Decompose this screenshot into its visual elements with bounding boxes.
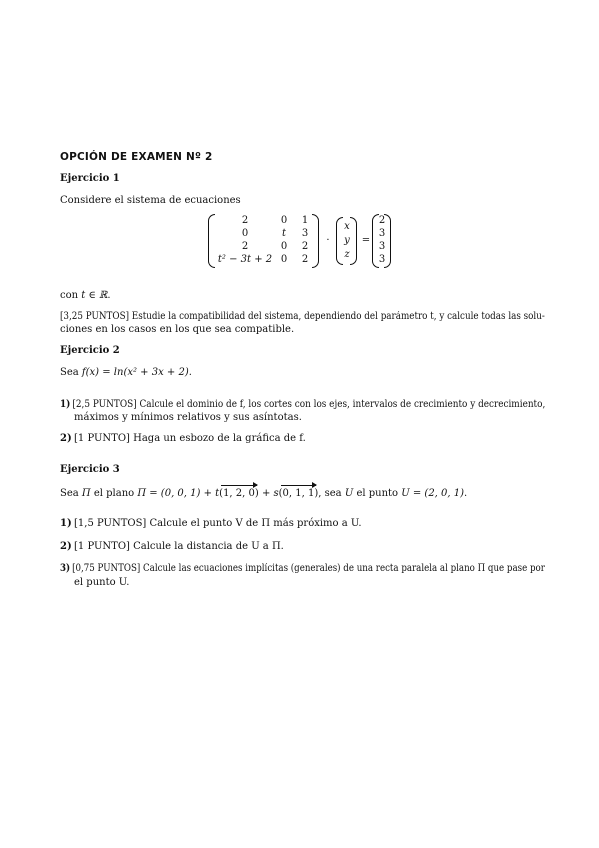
exercise-3-item-3: [60, 562, 545, 575]
point-definition: U = (2, 0, 1): [401, 488, 465, 499]
matrix-cell: 0: [280, 241, 288, 252]
item-text-line-1: [1 PUNTO] Calcule la distancia de U a Π.: [74, 541, 284, 552]
exercise-3-title: Ejercicio 3: [60, 464, 120, 475]
plane-equation: + s: [258, 488, 279, 499]
item-text-line-1: [0,75 PUNTOS] Calcule las ecuaciones implícitas (generales) de una recta paralela al plano Π que pase por: [72, 563, 545, 574]
exercise-1-intro: Considere el sistema de ecuaciones: [60, 195, 241, 206]
point-symbol: U: [344, 488, 354, 499]
condition-math: t ∈ ℝ: [81, 290, 108, 301]
matrix-cell: 2: [301, 241, 309, 252]
item-number: 1): [60, 518, 72, 529]
exercise-1-title: Ejercicio 1: [60, 173, 120, 184]
vector-cell: 3: [378, 254, 386, 265]
plane-equation: Π = (0, 0, 1) + t: [137, 488, 220, 499]
item-number: 2): [60, 433, 72, 444]
matrix-cell: t² − 3t + 2: [217, 254, 273, 265]
rhs-vector: [372, 214, 392, 268]
matrix-cell: 3: [301, 228, 309, 239]
exercise-2-item-2: [60, 432, 306, 445]
matrix-cell: 0: [280, 254, 288, 265]
item-number: 3): [60, 563, 71, 574]
right-paren: [312, 214, 319, 268]
parameter-condition: [60, 289, 111, 302]
intro-text: Sea: [60, 488, 82, 499]
equals-sign: =: [361, 235, 371, 246]
direction-vector-1: (1, 2, 0): [219, 488, 259, 499]
right-paren: [350, 217, 357, 265]
condition-suffix: .: [107, 290, 111, 301]
exercise-2-title: Ejercicio 2: [60, 345, 120, 356]
vector-cell: 3: [378, 228, 386, 239]
exercise-3-item-1: [60, 517, 362, 530]
coefficient-matrix: [208, 214, 320, 268]
dot-operator: ·: [326, 235, 330, 246]
condition-prefix: con: [60, 290, 82, 301]
exam-heading: OPCIÓN DE EXAMEN Nº 2: [60, 151, 213, 163]
matrix-cell: 0: [241, 228, 249, 239]
intro-suffix: .: [188, 367, 192, 378]
matrix-cell: 0: [280, 215, 288, 226]
matrix-cell: 2: [301, 254, 309, 265]
exercise-2-item-1-line-2: máximos y mínimos relativos y sus asíntotas.: [74, 412, 302, 423]
exercise-2-item-1: [60, 398, 545, 411]
matrix-cell: 1: [301, 215, 309, 226]
exercise-1-task-line-1: [3,25 PUNTOS] Estudie la compatibilidad del sistema, dependiendo del parámetro t, y calcule todas las solu-: [60, 311, 545, 322]
vector-cell: 2: [378, 215, 386, 226]
exercise-3-item-2: [60, 540, 284, 553]
variable-vector: [336, 214, 358, 268]
matrix-cell: t: [281, 228, 287, 239]
right-paren: [384, 214, 391, 268]
vector-cell: y: [344, 235, 350, 246]
item-number: 2): [60, 541, 72, 552]
item-text-line-1: [1 PUNTO] Haga un esbozo de la gráfica de f.: [74, 433, 306, 444]
item-number: 1): [60, 399, 71, 410]
exercise-2-intro: [60, 366, 192, 379]
plane-symbol: Π: [81, 488, 91, 499]
exercise-1-task-line-2: ciones en los casos en los que sea compatible.: [60, 324, 295, 335]
intro-text: .: [464, 488, 468, 499]
exercise-3-intro: [60, 487, 467, 500]
vector-cell: z: [344, 249, 350, 260]
intro-text: el punto: [353, 488, 402, 499]
intro-text: el plano: [90, 488, 138, 499]
exercise-3-item-3-line-2: el punto U.: [74, 577, 130, 588]
direction-vector-2: (0, 1, 1): [278, 488, 319, 499]
item-text-line-1: [1,5 PUNTOS] Calcule el punto V de Π más próximo a U.: [74, 518, 362, 529]
intro-text: , sea: [318, 488, 345, 499]
function-definition: f(x) = ln(x² + 3x + 2): [81, 367, 189, 378]
intro-prefix: Sea: [60, 367, 82, 378]
vector-cell: x: [344, 221, 350, 232]
matrix-cell: 2: [241, 215, 249, 226]
matrix-cell: 2: [241, 241, 249, 252]
vector-cell: 3: [378, 241, 386, 252]
item-text-line-1: [2,5 PUNTOS] Calcule el dominio de f, los cortes con los ejes, intervalos de crecimiento y decrecimiento,: [72, 399, 546, 410]
